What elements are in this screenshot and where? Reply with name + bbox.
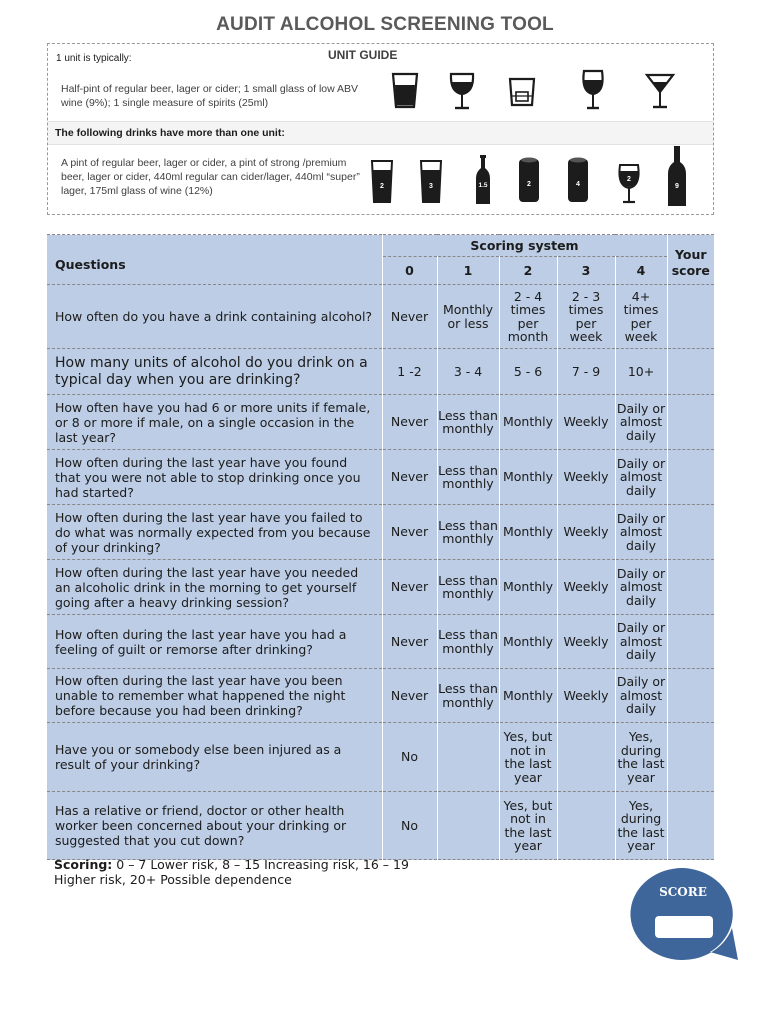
your-score-cell[interactable] xyxy=(667,669,714,723)
pint-glass-icon xyxy=(419,158,443,204)
answer-option-score-1: Less than monthly xyxy=(437,615,499,669)
answer-option-score-4: Yes, during the last year xyxy=(615,723,667,792)
answer-option-score-2: Monthly xyxy=(499,669,557,723)
answer-option-score-3: Weekly xyxy=(557,395,615,450)
svg-text:2: 2 xyxy=(380,183,384,190)
answer-option-score-2: 5 - 6 xyxy=(499,349,557,395)
answer-option-score-4: Daily or almost daily xyxy=(615,505,667,560)
answer-option-score-4: Daily or almost daily xyxy=(615,669,667,723)
answer-option-score-0: 1 -2 xyxy=(382,349,437,395)
your-score-cell[interactable] xyxy=(667,505,714,560)
answer-option-score-2: Monthly xyxy=(499,505,557,560)
question-text: How often during the last year have you been unable to remember what happened the night before because you had been drinking? xyxy=(47,669,382,723)
answer-option-score-2: Monthly xyxy=(499,560,557,615)
answer-option-score-1: Less than monthly xyxy=(437,560,499,615)
answer-option-score-3: Weekly xyxy=(557,450,615,505)
cocktail-glass-icon xyxy=(645,72,675,112)
score-badge-icon xyxy=(628,866,738,962)
answer-option-score-1 xyxy=(437,792,499,860)
score-column-0: 0 xyxy=(382,257,437,285)
answer-option-score-1: Monthly or less xyxy=(437,285,499,349)
questions-header: Questions xyxy=(47,235,382,285)
table-row xyxy=(47,505,714,560)
your-score-cell[interactable] xyxy=(667,723,714,792)
your-score-cell[interactable] xyxy=(667,792,714,860)
multi-unit-text: A pint of regular beer, lager or cider, a pint of strong /premium beer, lager or cider, 440ml regular can cider/lager, 440ml “super” lager, 175ml glass of wine (12%) xyxy=(61,157,360,197)
answer-option-score-1: Less than monthly xyxy=(437,395,499,450)
audit-questions-table xyxy=(47,234,714,860)
table-row xyxy=(47,723,714,792)
pint-glass-icon xyxy=(370,158,394,204)
answer-option-score-1: 3 - 4 xyxy=(437,349,499,395)
your-score-cell[interactable] xyxy=(667,395,714,450)
table-row xyxy=(47,669,714,723)
answer-option-score-0: No xyxy=(382,792,437,860)
answer-option-score-0: Never xyxy=(382,669,437,723)
question-text: How often during the last year have you had a feeling of guilt or remorse after drinking? xyxy=(47,615,382,669)
single-unit-text: Half-pint of regular beer, lager or cider; 1 small glass of low ABV wine (9%); 1 single measure of spirits (25ml) xyxy=(61,83,359,109)
answer-option-score-3: 2 - 3 times per week xyxy=(557,285,615,349)
svg-text:1.5: 1.5 xyxy=(478,182,488,189)
answer-option-score-3: Weekly xyxy=(557,615,615,669)
scoring-text: 0 – 7 Lower risk, 8 – 15 Increasing risk, 16 – 19 Higher risk, 20+ Possible dependence xyxy=(54,857,409,887)
answer-option-score-4: Daily or almost daily xyxy=(615,395,667,450)
answer-option-score-2: Monthly xyxy=(499,395,557,450)
spirit-tumbler-icon xyxy=(507,76,537,108)
svg-text:9: 9 xyxy=(675,183,679,190)
question-text: Has a relative or friend, doctor or other health worker been concerned about your drinking or suggested that you cut down? xyxy=(47,792,382,860)
question-text: Have you or somebody else been injured as a result of your drinking? xyxy=(47,723,382,792)
your-score-cell[interactable] xyxy=(667,560,714,615)
table-row xyxy=(47,792,714,860)
answer-option-score-3: Weekly xyxy=(557,560,615,615)
beer-bottle-icon xyxy=(474,154,492,206)
unit-guide-box xyxy=(47,43,714,215)
answer-option-score-4: Daily or almost daily xyxy=(615,615,667,669)
answer-option-score-0: Never xyxy=(382,285,437,349)
table-row xyxy=(47,560,714,615)
can-icon xyxy=(518,156,540,204)
answer-option-score-4: 4+ times per week xyxy=(615,285,667,349)
answer-option-score-2: Yes, but not in the last year xyxy=(499,723,557,792)
answer-option-score-4: Daily or almost daily xyxy=(615,560,667,615)
answer-option-score-0: Never xyxy=(382,395,437,450)
unit-typically-label: 1 unit is typically: xyxy=(56,53,132,64)
answer-option-score-0: Never xyxy=(382,505,437,560)
table-row xyxy=(47,395,714,450)
answer-option-score-1: Less than monthly xyxy=(437,450,499,505)
your-score-cell[interactable] xyxy=(667,450,714,505)
wine-glass-icon xyxy=(617,162,641,206)
answer-option-score-3 xyxy=(557,723,615,792)
question-text: How often do you have a drink containing alcohol? xyxy=(47,285,382,349)
unit-guide-heading: UNIT GUIDE xyxy=(328,48,398,62)
answer-option-score-0: Never xyxy=(382,560,437,615)
page-title: AUDIT ALCOHOL SCREENING TOOL xyxy=(216,14,554,35)
table-row xyxy=(47,615,714,669)
your-score-header: Your score xyxy=(667,235,714,285)
answer-option-score-3: 7 - 9 xyxy=(557,349,615,395)
answer-option-score-2: 2 - 4 times per month xyxy=(499,285,557,349)
answer-option-score-3: Weekly xyxy=(557,505,615,560)
scoring-key xyxy=(54,857,414,887)
answer-option-score-4: Daily or almost daily xyxy=(615,450,667,505)
question-text: How often during the last year have you found that you were not able to stop drinking once you had started? xyxy=(47,450,382,505)
answer-option-score-4: 10+ xyxy=(615,349,667,395)
answer-option-score-3 xyxy=(557,792,615,860)
super-can-icon xyxy=(567,156,589,204)
svg-text:2: 2 xyxy=(527,181,531,188)
answer-option-score-1: Less than monthly xyxy=(437,669,499,723)
question-text: How often have you had 6 or more units if female, or 8 or more if male, on a single occasion in the last year? xyxy=(47,395,382,450)
question-text: How often during the last year have you needed an alcoholic drink in the morning to get yourself going after a heavy drinking session? xyxy=(47,560,382,615)
your-score-cell[interactable] xyxy=(667,349,714,395)
answer-option-score-0: Never xyxy=(382,450,437,505)
multi-unit-heading: The following drinks have more than one unit: xyxy=(55,127,285,139)
answer-option-score-1: Less than monthly xyxy=(437,505,499,560)
question-text: How many units of alcohol do you drink on a typical day when you are drinking? xyxy=(47,349,382,395)
svg-text:4: 4 xyxy=(576,181,580,188)
svg-text:3: 3 xyxy=(429,183,433,190)
answer-option-score-1 xyxy=(437,723,499,792)
score-input-box[interactable] xyxy=(655,916,713,938)
answer-option-score-4: Yes, during the last year xyxy=(615,792,667,860)
score-column-2: 2 xyxy=(499,257,557,285)
table-row xyxy=(47,450,714,505)
svg-text:2: 2 xyxy=(627,176,631,183)
score-column-4: 4 xyxy=(615,257,667,285)
wine-glass-icon xyxy=(447,70,477,112)
table-row xyxy=(47,285,714,349)
question-text: How often during the last year have you failed to do what was normally expected from you because of your drinking? xyxy=(47,505,382,560)
large-wine-glass-icon xyxy=(581,68,605,112)
answer-option-score-2: Monthly xyxy=(499,615,557,669)
answer-option-score-2: Yes, but not in the last year xyxy=(499,792,557,860)
your-score-cell[interactable] xyxy=(667,615,714,669)
your-score-cell[interactable] xyxy=(667,285,714,349)
score-column-3: 3 xyxy=(557,257,615,285)
answer-option-score-0: No xyxy=(382,723,437,792)
answer-option-score-2: Monthly xyxy=(499,450,557,505)
table-row xyxy=(47,349,714,395)
score-badge-label: SCORE xyxy=(659,885,707,899)
answer-option-score-0: Never xyxy=(382,615,437,669)
scoring-label: Scoring: xyxy=(54,857,113,872)
score-column-1: 1 xyxy=(437,257,499,285)
wine-bottle-icon xyxy=(667,144,687,208)
answer-option-score-3: Weekly xyxy=(557,669,615,723)
scoring-system-header: Scoring system xyxy=(382,235,667,257)
half-pint-glass-icon xyxy=(390,70,420,110)
